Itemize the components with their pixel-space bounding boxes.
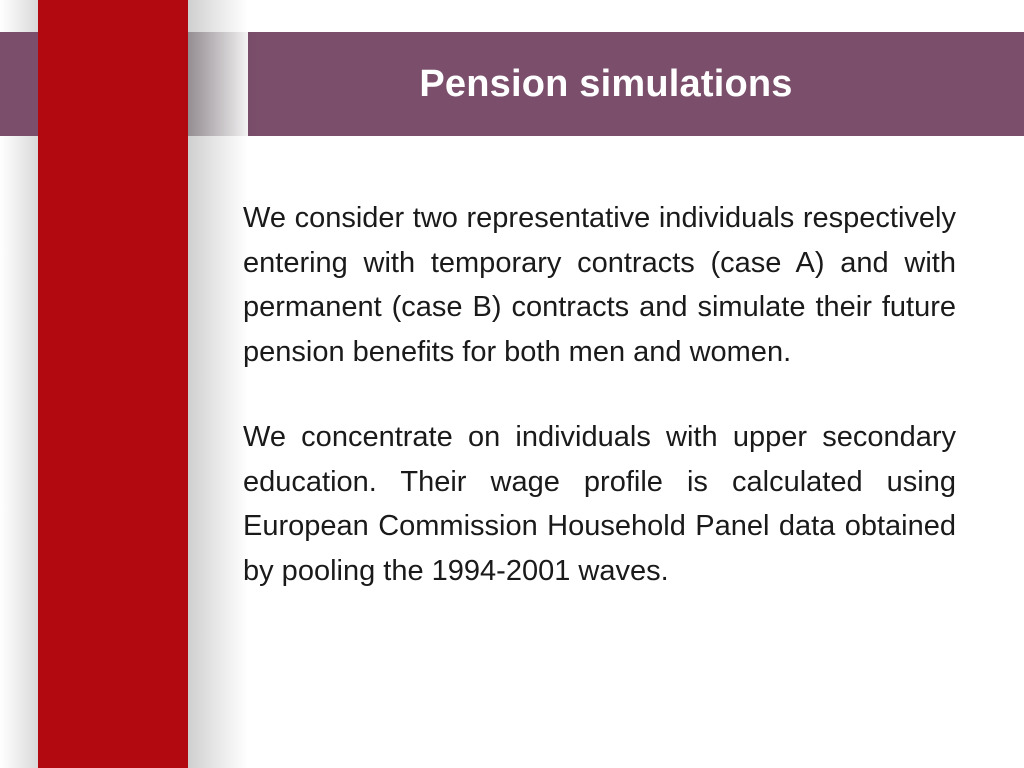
slide-title: Pension simulations — [419, 62, 793, 105]
red-accent-bar — [38, 0, 188, 768]
slide-body — [243, 196, 956, 593]
body-paragraph-1: We consider two representative individuals respectively entering with temporary contracts (case A) and with permanent (case B) contracts and simulate their future pension benefits for both men and women. — [243, 202, 956, 368]
body-paragraph-2: We concentrate on individuals with upper secondary education. Their wage profile is calculated using European Commission Household Panel data obtained by pooling the 1994-2001 waves. — [243, 421, 956, 587]
